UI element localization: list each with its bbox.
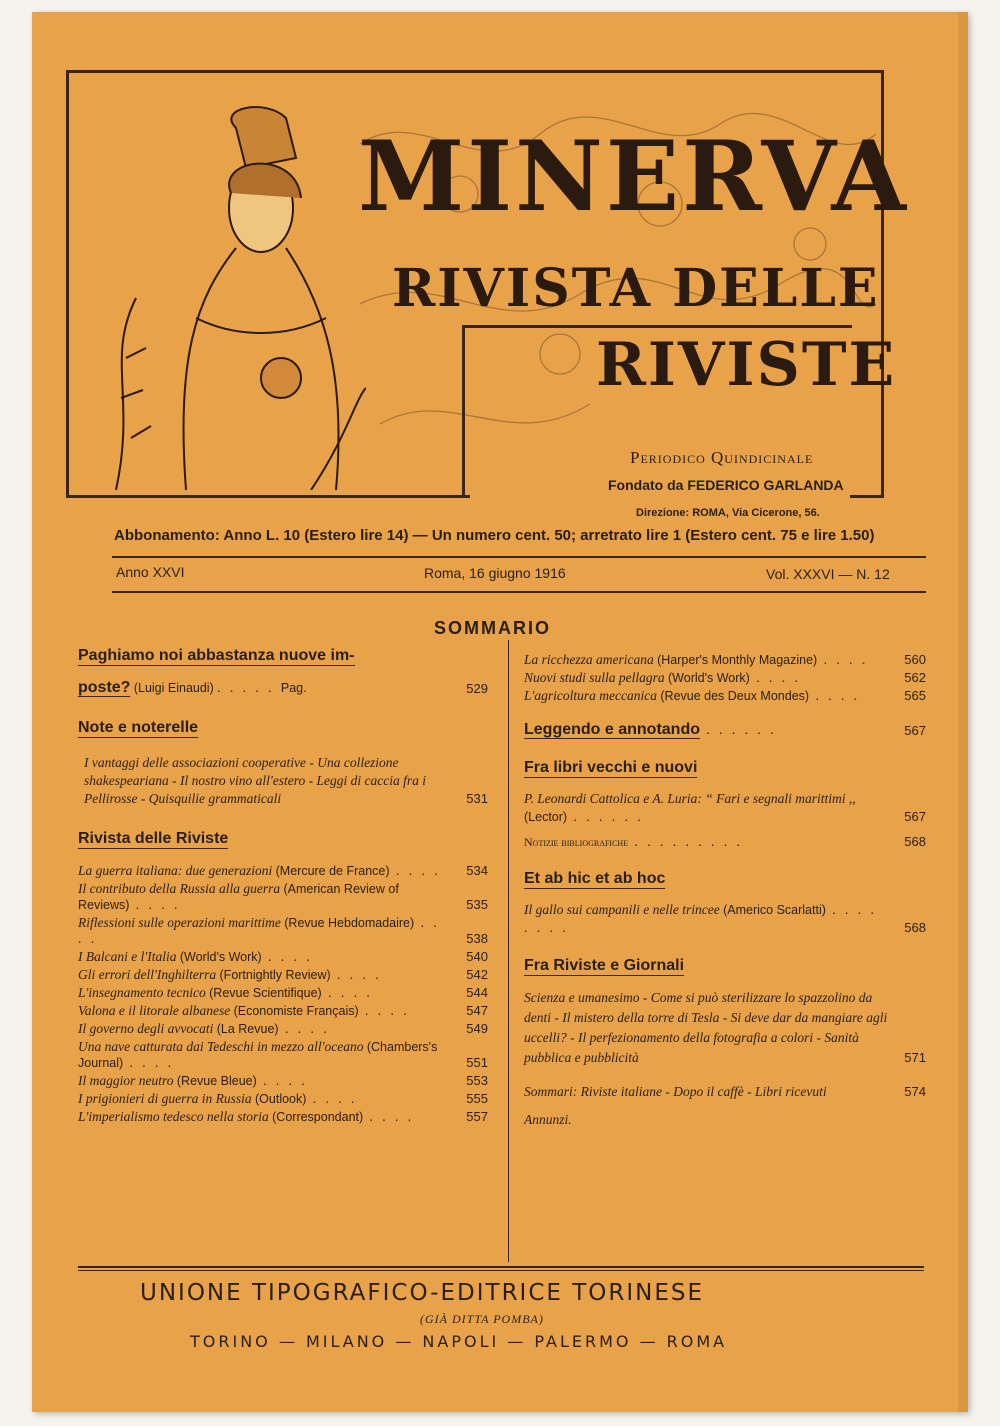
toc-entry: Valona e il litorale albanese (Economiste Français) . . . . 547	[78, 1003, 488, 1018]
toc-entry-source: (Outlook)	[255, 1092, 307, 1106]
toc-entry-source: (Revue des Deux Mondes)	[660, 689, 810, 703]
toc-entry: Nuovi studi sulla pellagra (World's Work) . . . . 562	[524, 670, 926, 685]
section-title-continued: poste?	[78, 679, 131, 696]
toc-entry-title: La ricchezza americana	[524, 652, 654, 667]
toc-entry: La ricchezza americana (Harper's Monthly Magazine) . . . . 560	[524, 652, 926, 667]
toc-entry: I prigionieri di guerra in Russia (Outlook) . . . . 555	[78, 1091, 488, 1106]
column-divider	[508, 640, 509, 1262]
toc-entry-text: Scienza e umanesimo - Come si può sterilizzare lo spazzolino da denti - Il mistero della torre di Tesla - Si deve dar da mangiare agli uccelli? - Il perfezionamento della fotografia a colori - Sanità pubblica e pubblicità	[524, 990, 888, 1065]
toc-entry: La guerra italiana: due generazioni (Mercure de France) . . . . 534	[78, 863, 488, 878]
notizie-label: Notizie bibliografiche	[524, 835, 629, 849]
publisher-cities: TORINO — MILANO — NAPOLI — PALERMO — ROMA	[190, 1332, 728, 1351]
toc-page-number: 538	[466, 931, 488, 946]
section-title-fra-libri: Fra libri vecchi e nuovi	[524, 759, 698, 776]
toc-entry-source: (Mercure de France)	[275, 864, 390, 878]
toc-entry-source: (Lector)	[524, 810, 568, 824]
toc-entry-text: I vantaggi delle associazioni cooperative - Una collezione shakespeariana - Il nostro vino all'estero - Leggi di caccia fra i Pellirosse - Quisquilie grammaticali	[84, 755, 426, 806]
issue-date: Roma, 16 giugno 1916	[424, 565, 566, 581]
toc-entry: Il contributo della Russia alla guerra (American Review of Reviews) . . . . 535	[78, 881, 488, 912]
toc-entry-title: L'agricoltura meccanica	[524, 688, 657, 703]
toc-entry: Riflessioni sulle operazioni marittime (Revue Hebdomadaire) . . . . 538	[78, 915, 488, 946]
section-title-et-ab: Et ab hic et ab hoc	[524, 870, 666, 887]
issue-year: Anno XXVI	[116, 564, 185, 580]
toc-page-number: 567	[904, 809, 926, 824]
section-title-rivista: Rivista delle Riviste	[78, 830, 229, 847]
toc-entry-title: La guerra italiana: due generazioni	[78, 863, 273, 878]
toc-page-number: 553	[466, 1073, 488, 1088]
masthead-title: MINERVA	[358, 120, 909, 233]
contents-left-column	[78, 645, 488, 1125]
toc-entry-title: Nuovi studi sulla pellagra	[524, 670, 665, 685]
toc-page-number: 571	[904, 1050, 926, 1065]
toc-entry-author: (Luigi Einaudi)	[133, 681, 214, 695]
toc-entry-source: (World's Work)	[179, 950, 262, 964]
toc-entry-title: P. Leonardi Cattolica e A. Luria: “ Fari e segnali marittimi ,,	[524, 791, 856, 806]
toc-entry-text: Sommari: Riviste italiane - Dopo il caffè - Libri ricevuti	[524, 1084, 827, 1099]
toc-entry: Il maggior neutro (Revue Bleue) . . . . 553	[78, 1073, 488, 1088]
toc-page-number: 555	[466, 1091, 488, 1106]
toc-entry-source: (Revue Hebdomadaire)	[284, 916, 415, 930]
rivista-entries-list	[78, 863, 488, 1125]
toc-entry-title: Valona e il litorale albanese	[78, 1003, 231, 1018]
toc-entry: Una nave catturata dai Tedeschi in mezzo all'oceano (Chambers's Journal) . . . . 551	[78, 1039, 488, 1070]
toc-entry-source: (American Review of Reviews)	[78, 882, 399, 912]
toc-entry-source: (Correspondant)	[272, 1110, 364, 1124]
footer-rule-thin	[78, 1270, 924, 1271]
toc-page-number: 568	[904, 834, 926, 849]
toc-entry: L'insegnamento tecnico (Revue Scientifique) . . . . 544	[78, 985, 488, 1000]
toc-entry-source: (Fortnightly Review)	[219, 968, 331, 982]
toc-page-number: 565	[904, 688, 926, 703]
toc-entry-title: Il gallo sui campanili e nelle trincee	[524, 902, 720, 917]
toc-entry-title: I Balcani e l'Italia	[78, 949, 177, 964]
toc-page-number: 534	[466, 863, 488, 878]
toc-entry: Il gallo sui campanili e nelle trincee (Americo Scarlatti) . . . . . . . . 568	[524, 902, 926, 935]
toc-entry-source: (Revue Bleue)	[176, 1074, 257, 1088]
footer-rule	[78, 1266, 924, 1268]
paper-edge	[958, 12, 968, 1412]
toc-page-number: 542	[466, 967, 488, 982]
contents-right-column	[524, 650, 926, 1128]
toc-entry: Notizie bibliografiche . . . . . . . . . 568	[524, 834, 926, 849]
toc-page-number: 544	[466, 985, 488, 1000]
section-title-leggendo: Leggendo e annotando	[524, 721, 700, 738]
toc-entry-title: Riflessioni sulle operazioni marittime	[78, 915, 281, 930]
contents-heading: SOMMARIO	[434, 618, 551, 638]
publisher-name: UNIONE TIPOGRAFICO-EDITRICE TORINESE	[140, 1280, 705, 1306]
toc-entry-source: (La Revue)	[216, 1022, 279, 1036]
issue-rule-bottom	[112, 591, 926, 593]
toc-entry-title: Il contributo della Russia alla guerra	[78, 881, 281, 896]
masthead-subtitle-b: RIVISTE	[596, 330, 897, 400]
toc-entry	[524, 1082, 926, 1102]
publisher-former-name: (GIÀ DITTA POMBA)	[420, 1312, 544, 1326]
toc-entry-title: Una nave catturata dai Tedeschi in mezzo all'oceano	[78, 1039, 364, 1054]
toc-page-number: 562	[904, 670, 926, 685]
toc-page-number: 535	[466, 897, 488, 912]
toc-page-number: 529	[466, 681, 488, 696]
toc-page-number: 560	[904, 652, 926, 667]
section-title-paghiamo: Paghiamo noi abbastanza nuove im-	[78, 647, 355, 664]
issue-volume: Vol. XXXVI — N. 12	[766, 566, 890, 582]
toc-page-number: 540	[466, 949, 488, 964]
subscription-line: Abbonamento: Anno L. 10 (Estero lire 14) — Un numero cent. 50; arretrato lire 1 (Estero cent. 75 e lire 1.50)	[114, 527, 875, 544]
masthead-subtitle-a: RIVISTA DELLE	[392, 258, 880, 319]
toc-entry-title: Il governo degli avvocati	[78, 1021, 214, 1036]
toc-page-number: 557	[466, 1109, 488, 1124]
toc-page-number: 568	[904, 920, 926, 935]
toc-entry	[78, 754, 488, 808]
toc-entry: I Balcani e l'Italia (World's Work) . . . . 540	[78, 949, 488, 964]
toc-entry-source: (Chambers's Journal)	[78, 1040, 438, 1070]
founder-label: Fondato da FEDERICO GARLANDA	[608, 477, 844, 493]
toc-page-number: 549	[466, 1021, 488, 1036]
section-title-fra-riviste: Fra Riviste e Giornali	[524, 957, 685, 974]
direction-address: Direzione: ROMA, Via Cicerone, 56.	[636, 507, 820, 519]
section-title-note: Note e noterelle	[78, 719, 199, 736]
periodicity-label: Periodico Quindicinale	[630, 448, 814, 467]
toc-entry-source: (World's Work)	[668, 671, 750, 685]
toc-entry: Il governo degli avvocati (La Revue) . . . . 549	[78, 1021, 488, 1036]
toc-page-number: 551	[466, 1055, 488, 1070]
toc-entry	[524, 988, 926, 1068]
toc-entry-title: Il maggior neutro	[78, 1073, 174, 1088]
toc-entry-source: (Harper's Monthly Magazine)	[657, 653, 818, 667]
toc-entry-source: (Americo Scarlatti)	[723, 903, 826, 917]
minerva-goddess-illustration	[96, 98, 366, 490]
toc-entry-title: L'insegnamento tecnico	[78, 985, 206, 1000]
toc-page-number: 531	[466, 791, 488, 806]
toc-entry: L'agricoltura meccanica (Revue des Deux Mondes) . . . . 565	[524, 688, 926, 703]
toc-page-number: 567	[904, 723, 926, 738]
toc-page-number: 547	[466, 1003, 488, 1018]
toc-entry: P. Leonardi Cattolica e A. Luria: “ Fari e segnali marittimi ,, (Lector) . . . . . . 567	[524, 791, 926, 824]
toc-page-number: 574	[904, 1084, 926, 1099]
toc-entry-source: (Revue Scientifique)	[209, 986, 322, 1000]
right-top-entries	[524, 652, 926, 704]
toc-entry-title: Gli errori dell'Inghilterra	[78, 967, 217, 982]
toc-entry-pag-label: Pag.	[280, 681, 307, 695]
toc-entry-title: L'imperialismo tedesco nella storia	[78, 1109, 269, 1124]
toc-entry: L'imperialismo tedesco nella storia (Correspondant) . . . . 557	[78, 1109, 488, 1124]
toc-entry: Leggendo e annotando . . . . . . 567	[524, 721, 926, 738]
annunzi-label: Annunzi.	[524, 1112, 572, 1127]
toc-entry-title: I prigionieri di guerra in Russia	[78, 1091, 252, 1106]
toc-entry: Gli errori dell'Inghilterra (Fortnightly Review) . . . . 542	[78, 967, 488, 982]
toc-entry: poste? (Luigi Einaudi) . . . . . Pag. 529	[78, 679, 488, 696]
toc-entry-source: (Economiste Français)	[233, 1004, 359, 1018]
issue-rule-top	[112, 556, 926, 558]
